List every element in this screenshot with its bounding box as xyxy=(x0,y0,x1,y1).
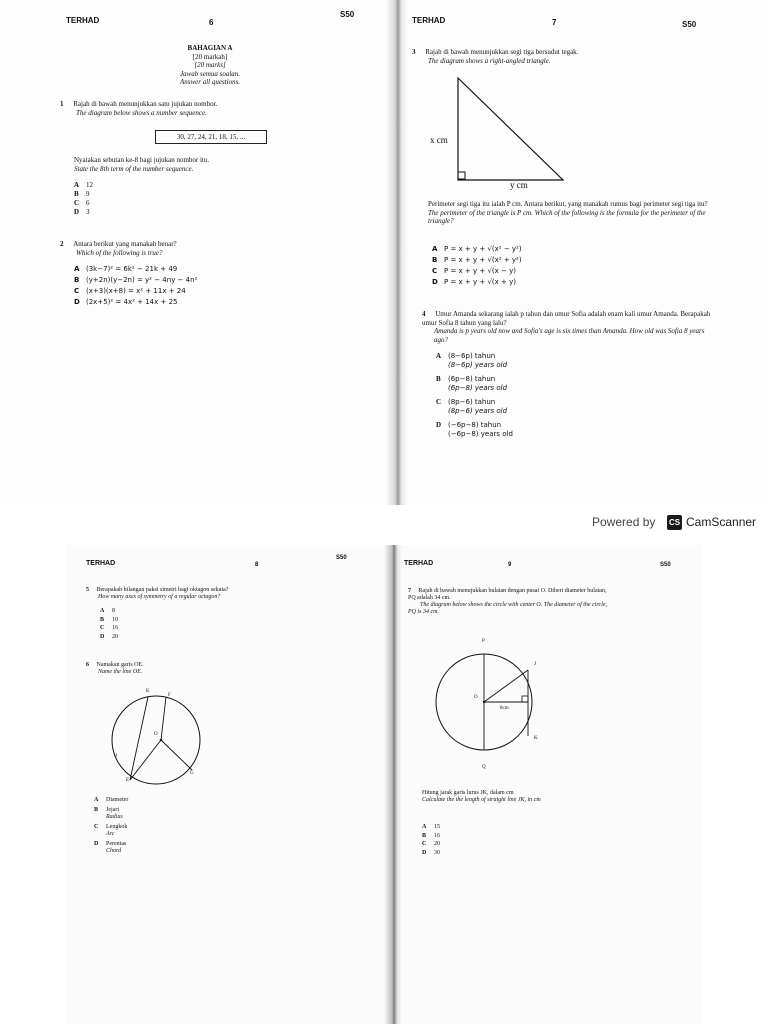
header-terhad: TERHAD xyxy=(66,16,100,25)
option-a[interactable]: A (8−6p) tahun (8−6p) years old xyxy=(436,352,508,369)
center-o xyxy=(483,701,485,703)
option-d[interactable]: D 20 xyxy=(100,633,118,640)
sequence-box: 30, 27, 24, 21, 18, 15, ... xyxy=(155,130,267,144)
point-k: K xyxy=(534,736,538,741)
line-og xyxy=(161,740,192,770)
option-c[interactable]: C P = x + y + √(x − y) xyxy=(432,267,516,275)
option-c[interactable]: C (8p−6) tahun (8p−6) years old xyxy=(436,398,508,415)
option-a[interactable]: A P = x + y + √(x² − y²) xyxy=(432,245,522,253)
option-b[interactable]: B (6p−8) tahun (6p−8) years old xyxy=(436,375,508,392)
option-b[interactable]: B 10 xyxy=(100,616,118,623)
question-6: 6 Namakan garis OE. Name the line OE. xyxy=(86,662,144,675)
option-d[interactable]: D 3 xyxy=(74,208,90,216)
label-x-cm: x cm xyxy=(430,135,448,145)
q6-options xyxy=(94,797,128,855)
q2-options xyxy=(74,264,197,308)
point-j: J xyxy=(115,754,117,759)
page-number: 7 xyxy=(552,18,557,27)
option-d[interactable]: D (2x+5)² = 4x² + 14x + 25 xyxy=(74,298,178,306)
spine-shadow-bottom xyxy=(384,545,402,1024)
label-8cm: 8cm xyxy=(500,706,509,711)
option-c[interactable]: C Lengkok Arc xyxy=(94,824,128,837)
option-a[interactable]: A 8 xyxy=(100,608,115,614)
question-1-ask: Nyatakan sebutan ke-8 bagi jujukan nombor itu. State the 8th term of the number sequence. xyxy=(74,156,210,173)
question-5: 5 Berapakah bilangan paksi simetri bagi oktagon sekata? How many axes of symmetry of a regular octagon? xyxy=(86,587,229,600)
triangle-shape xyxy=(458,78,563,180)
camscanner-watermark xyxy=(0,505,768,543)
question-2: 2 Antara berikut yang manakah benar? Which of the following is true? xyxy=(60,240,177,257)
code-s50: S50 xyxy=(660,562,671,568)
code-s50-bottom: S50 xyxy=(336,555,347,561)
q5-options xyxy=(100,607,118,641)
point-o: O xyxy=(154,732,158,737)
camscanner-brand: CamScanner xyxy=(686,515,757,529)
page-number: 9 xyxy=(508,562,512,568)
option-c[interactable]: C (x+3)(x+8) = x² + 11x + 24 xyxy=(74,287,186,295)
page-number: 8 xyxy=(255,562,259,568)
powered-by-text: Powered by xyxy=(592,515,656,529)
center-o xyxy=(160,739,162,741)
option-d[interactable]: D 30 xyxy=(422,849,440,856)
code-s50: S50 xyxy=(682,20,697,29)
code-s50-top: S50 xyxy=(340,10,355,19)
option-a[interactable]: A (3k−7)² = 6k² − 21k + 49 xyxy=(74,265,178,273)
option-b[interactable]: B 9 xyxy=(74,190,90,198)
question-3-ask: Perimeter segi tiga itu ialah P cm. Antara berikut, yang manakah rumus bagi perimeter segi tiga itu? The perimeter of the triangle is P cm. Which of the following is the formula for the perimeter of the triangle? xyxy=(428,200,708,225)
line-fg xyxy=(161,697,166,740)
circle-shape xyxy=(112,696,200,784)
header-terhad: TERHAD xyxy=(86,560,116,567)
question-3: 3 Rajah di bawah menunjukkan segi tiga bersudut tegak. The diagram shows a right-angled triangle. xyxy=(412,48,579,65)
point-q: Q xyxy=(482,765,486,770)
q4-options xyxy=(436,352,513,439)
option-d[interactable]: D Perentas Chord xyxy=(94,841,127,854)
option-c[interactable]: C 6 xyxy=(74,199,90,207)
option-d[interactable]: D (−6p−8) tahun (−6p−8) years old xyxy=(436,421,513,438)
option-b[interactable]: B Jejari Radius xyxy=(94,807,123,820)
option-a[interactable]: A 15 xyxy=(422,824,440,830)
point-p: P xyxy=(482,639,485,644)
point-e: E xyxy=(126,778,130,783)
question-7-ask: Hitung jarak garis lurus JK, dalam cm Calculate the the length of straight line JK, in cm xyxy=(422,790,541,803)
option-c[interactable]: C 20 xyxy=(422,841,440,847)
line-oj xyxy=(484,670,528,702)
q1-options xyxy=(74,181,93,217)
point-j: J xyxy=(534,662,536,667)
option-b[interactable]: B P = x + y + √(x² + y²) xyxy=(432,256,522,264)
page-8 xyxy=(66,545,384,1024)
header-terhad: TERHAD xyxy=(404,560,434,567)
header-terhad: TERHAD xyxy=(412,16,446,25)
chord-ke xyxy=(130,697,148,780)
section-title: BAHAGIAN A [20 markah] [20 marks] Jawab semua soalan. Answer all questions. xyxy=(179,44,241,86)
page-9 xyxy=(402,545,702,1024)
point-o: O xyxy=(474,695,478,700)
page-7 xyxy=(408,0,768,505)
q3-options xyxy=(432,244,522,288)
point-f: F xyxy=(168,693,171,698)
page-number: 6 xyxy=(209,18,214,27)
point-g: G xyxy=(190,771,194,776)
point-k: K xyxy=(146,689,150,694)
q7-options xyxy=(422,823,440,857)
camscanner-logo-icon: CS xyxy=(667,515,682,530)
option-b[interactable]: B 16 xyxy=(422,832,440,839)
right-angle-mark xyxy=(458,172,465,179)
circle-diagram-q7 xyxy=(434,640,544,770)
label-y-cm: y cm xyxy=(510,180,528,190)
option-a[interactable]: A Diameter xyxy=(94,797,129,803)
right-triangle-diagram xyxy=(448,70,578,190)
question-1: 1 Rajah di bawah menunjukkan satu jujukan nombor. The diagram below shows a number sequence. xyxy=(60,100,218,117)
option-d[interactable]: D P = x + y + √(x + y) xyxy=(432,278,516,286)
option-c[interactable]: C 16 xyxy=(100,625,118,631)
option-a[interactable]: A 12 xyxy=(74,181,93,189)
right-angle-mark xyxy=(522,696,528,702)
question-7: 7 Rajah di bawah menujukkan bulatan dengan pusat O. Diberi diameter bulatan, PQ adalah 34 cm. The diagram below shows the circle with center O. The diameter of the circle, PQ is 34 cm. xyxy=(408,588,608,615)
option-b[interactable]: B (y+2n)(y−2n) = y² − 4ny − 4n² xyxy=(74,276,198,284)
question-4: 4 Umur Amanda sekarang ialah p tahun dan umur Sofia adalah enam kali umur Amanda. Berapakah umur Sofia 8 tahun yang lalu? Amanda is p years old now and Sofia's age is six times than Amanda. How old was Sofia 8 years ago? xyxy=(422,310,711,344)
page-6 xyxy=(0,0,384,505)
spine-shadow-top xyxy=(386,0,408,505)
